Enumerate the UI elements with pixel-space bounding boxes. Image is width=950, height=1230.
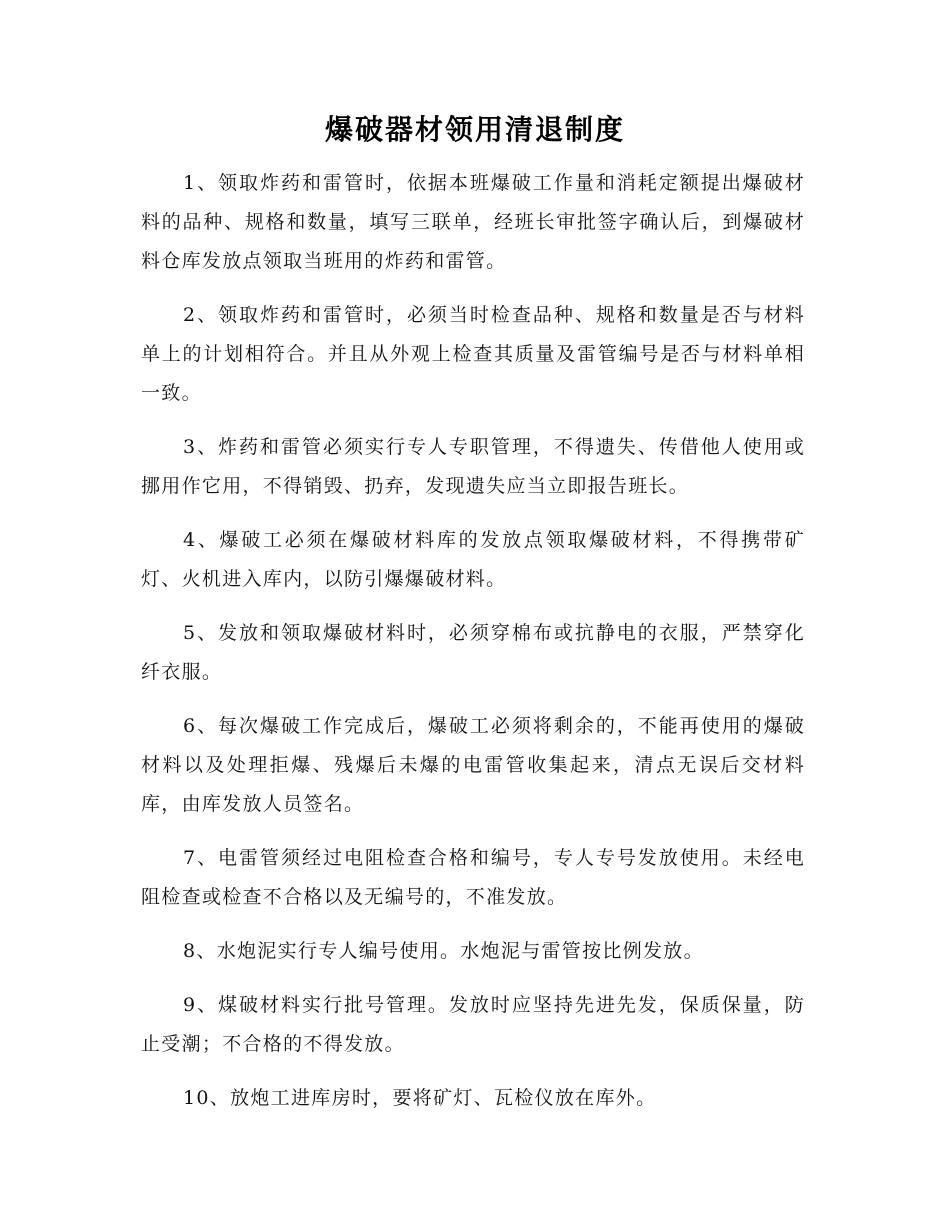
paragraph-9: 9、煤破材料实行批号管理。发放时应坚持先进先发，保质保量，防止受潮；不合格的不得发放。: [141, 994, 805, 1055]
paragraph-1: 1、领取炸药和雷管时，依据本班爆破工作量和消耗定额提出爆破材料的品种、规格和数量，填写三联单，经班长审批签字确认后，到爆破材料仓库发放点领取当班用的炸药和雷管。: [141, 172, 805, 272]
paragraph-5: 5、发放和领取爆破材料时，必须穿棉布或抗静电的衣服，严禁穿化纤衣服。: [141, 622, 805, 683]
paragraph-3: 3、炸药和雷管必须实行专人专职管理，不得遗失、传借他人使用或挪用作它用，不得销毁、扔弃，发现遗失应当立即报告班长。: [141, 436, 805, 497]
paragraph-7: 7、电雷管须经过电阻检查合格和编号，专人专号发放使用。未经电阻检查或检查不合格以及无编号的，不准发放。: [141, 847, 805, 908]
document-body: [141, 164, 805, 1133]
paragraph-2: 2、领取炸药和雷管时，必须当时检查品种、规格和数量是否与材料单上的计划相符合。并且从外观上检查其质量及雷管编号是否与材料单相一致。: [141, 304, 805, 404]
document-title: 爆破器材领用清退制度: [324, 113, 625, 146]
paragraph-10: 10、放炮工进库房时，要将矿灯、瓦检仪放在库外。: [183, 1087, 657, 1109]
paragraph-4: 4、爆破工必须在爆破材料库的发放点领取爆破材料，不得携带矿灯、火机进入库内，以防引爆爆破材料。: [141, 529, 805, 590]
paragraph-8: 8、水炮泥实行专人编号使用。水炮泥与雷管按比例发放。: [183, 940, 704, 962]
paragraph-6: 6、每次爆破工作完成后，爆破工必须将剩余的，不能再使用的爆破材料以及处理拒爆、残爆后未爆的电雷管收集起来，清点无误后交材料库，由库发放人员签名。: [141, 715, 805, 815]
